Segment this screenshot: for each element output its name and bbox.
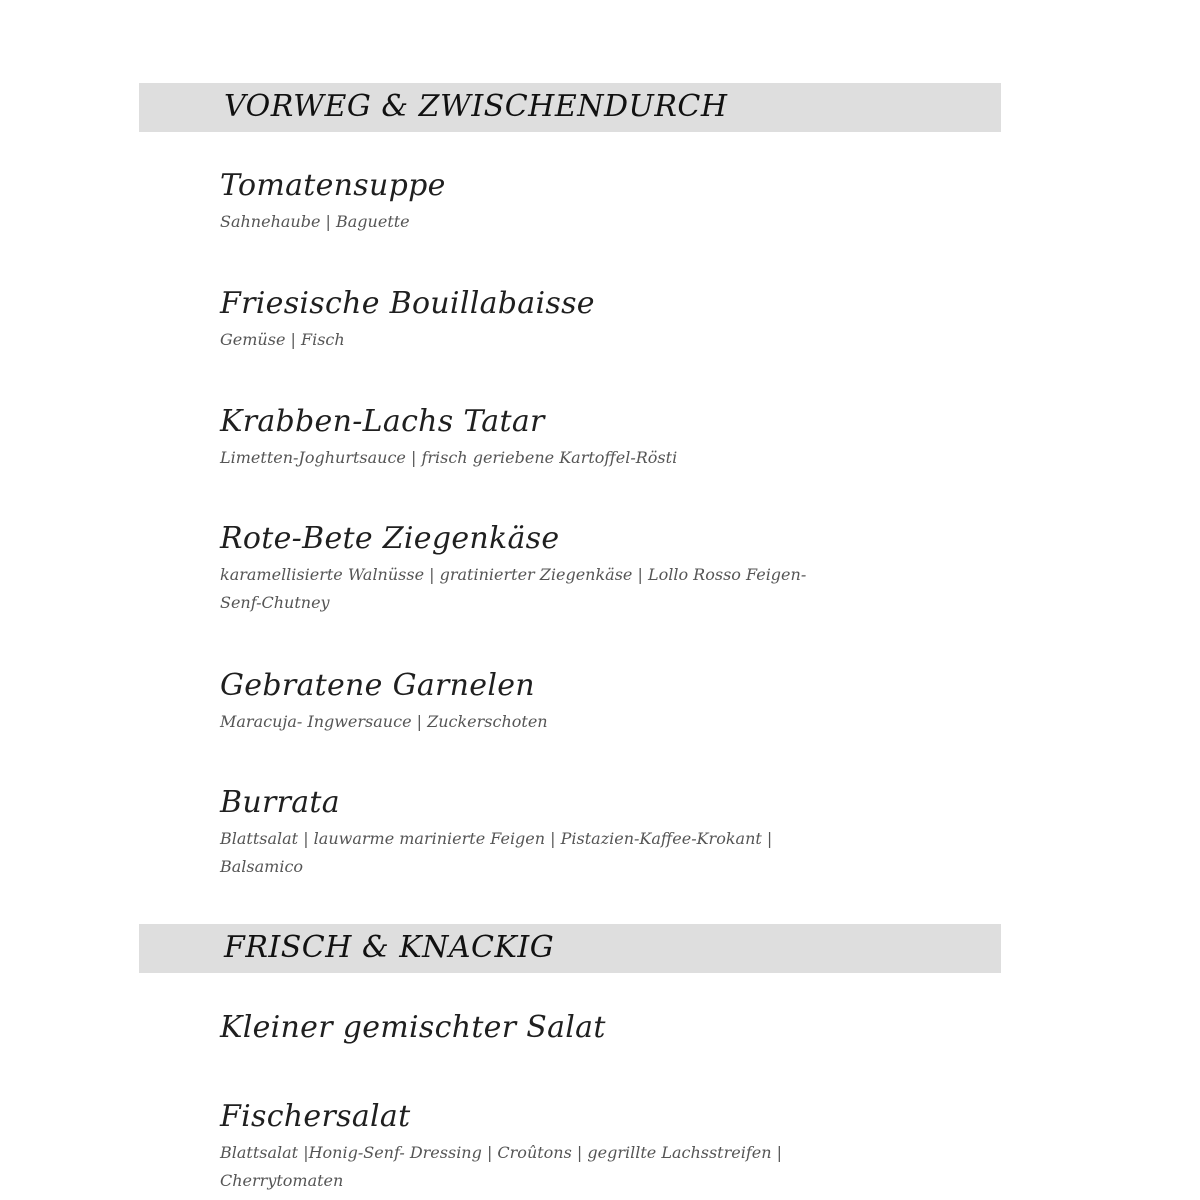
dish-description: Blattsalat |Honig-Senf- Dressing | Croûtons | gegrillte Lachsstreifen | Cherrytomaten [220,1143,783,1190]
dish-name: Burrata [220,785,340,820]
dish-name: Gebratene Garnelen [220,668,535,703]
dish-description: Gemüse | Fisch [220,330,345,349]
dish-description: Limetten-Joghurtsauce | frisch geriebene Kartoffel-Rösti [220,448,678,467]
dish-name: Rote-Bete Ziegenkäse [220,521,560,556]
dish-item [220,521,860,617]
dish-item [220,286,860,354]
dish-name: Fischersalat [220,1099,411,1134]
dish-description: karamellisierte Walnüsse | gratinierter Ziegenkäse | Lollo Rosso Feigen-Senf-Chutney [220,565,807,612]
dish-item [220,404,860,472]
dish-item [220,1099,860,1195]
dish-name: Tomatensuppe [220,168,446,203]
section-title: FRISCH & KNACKIG [224,930,555,965]
dish-description: Sahnehaube | Baguette [220,212,410,231]
dish-item [220,168,860,236]
dish-description: Maracuja- Ingwersauce | Zuckerschoten [220,712,548,731]
section-title: VORWEG & ZWISCHENDURCH [224,89,728,124]
dish-name: Kleiner gemischter Salat [220,1010,606,1045]
dish-name: Krabben-Lachs Tatar [220,404,545,439]
dish-description: Blattsalat | lauwarme marinierte Feigen | Pistazien-Kaffee-Krokant | Balsamico [220,829,773,876]
dish-name: Friesische Bouillabaisse [220,286,595,321]
dish-item [220,785,860,881]
dish-item [220,1010,860,1046]
dish-item [220,668,860,736]
section-header-vorweg [139,83,1001,132]
section-header-frisch [139,924,1001,973]
